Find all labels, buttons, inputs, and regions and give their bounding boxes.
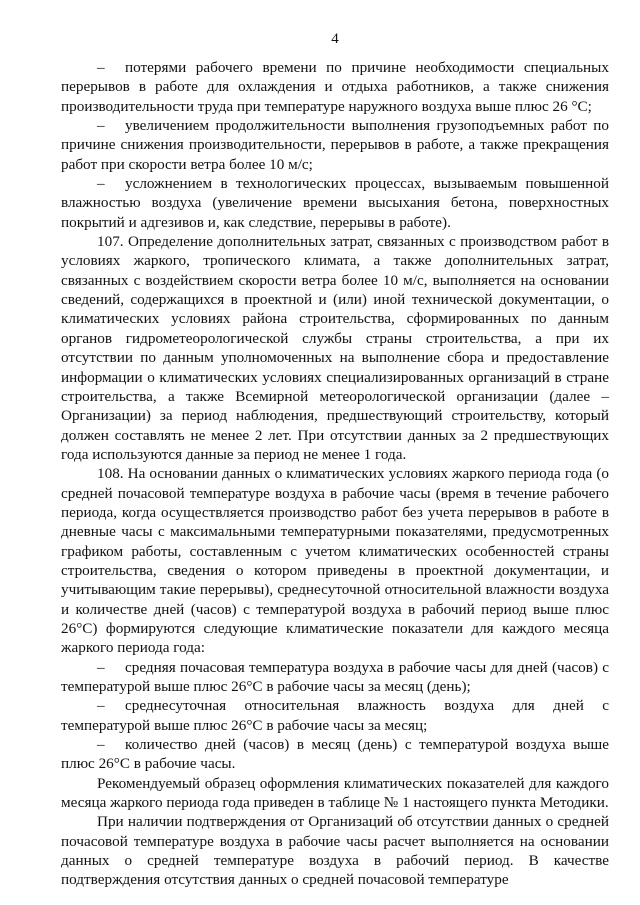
paragraph-107 <box>61 232 609 464</box>
paragraph-text: потерями рабочего времени по причине необходимости специальных перерывов в работе для охлаждения и отдыха работников, а также снижения производительности труда при температуре наружного воздуха выше плюс 26 °С; <box>61 59 609 115</box>
paragraph-text: количество дней (часов) в месяц (день) с температурой воздуха выше плюс 26°С в рабочие часы. <box>61 736 609 773</box>
paragraph-text: усложнением в технологических процессах, вызываемым повышенной влажностью воздуха (увеличение времени высыхания бетона, поверхностных покрытий и адгезивов и, как следствие, перерывы в работе). <box>61 175 609 231</box>
paragraph <box>61 774 609 813</box>
paragraph-text: среднесуточная относительная влажность воздуха для дней с температурой выше плюс 26°С в рабочие часы за месяц; <box>61 697 609 734</box>
dash-marker: – <box>97 736 105 754</box>
paragraph-text: 108. На основании данных о климатических условиях жаркого периода года (о средней почасовой температуре воздуха в рабочие часы (время в течение рабочего периода, когда осуществляется производство работ без учета перерывов в работе в дневные часы с максимальными температурными показателями, предусмотренных графиком работы, составленным с учетом климатических особенностей страны строительства, сведения о котором приведены в проектной документации, и учитывающим такие перерывы), среднесуточной относительной влажности воздуха и количестве дней (часов) с температурой воздуха в рабочий период выше плюс 26°С) формируются следующие климатические показатели для каждого месяца жаркого периода года: <box>61 465 609 657</box>
list-item-dash <box>61 116 609 174</box>
dash-marker: – <box>97 658 105 676</box>
dash-marker: – <box>97 117 105 135</box>
paragraph-text: 107. Определение дополнительных затрат, связанных с производством работ в условиях жаркого, тропического климата, а также дополнительных затрат, связанных с воздействием скорости ветра более 10 м/с, выполняется на основании сведений, содержащихся в проектной и (или) иной технической документации, о климатических условиях района строительства, сформированных по данным органов гидрометеорологической службы страны строительства, а при их отсутствии по данным уполномоченных на выполнение сбора и предоставление информации о климатических условиях специализированных организаций в стране строительства, а также Всемирной метеорологической организации (далее – Организации) за период наблюдения, предшествующий строительству, который должен составлять не менее 2 лет. При отсутствии данных за 2 предшествующих года используются данные за период не менее 1 года. <box>61 233 609 463</box>
paragraph <box>61 812 609 889</box>
paragraph-108 <box>61 464 609 657</box>
paragraph-text: средняя почасовая температура воздуха в рабочие часы для дней (часов) с температурой выше плюс 26°С в рабочие часы за месяц (день); <box>61 658 609 695</box>
list-item-dash <box>61 658 609 697</box>
list-item-dash <box>61 735 609 774</box>
paragraph-text: увеличением продолжительности выполнения грузоподъемных работ по причине снижения производительности, перерывов в работе, а также прекращения работ при скорости ветра более 10 м/с; <box>61 117 609 173</box>
paragraph-text: При наличии подтверждения от Организаций об отсутствии данных о средней почасовой температуре воздуха в рабочие часы расчет выполняется на основании данных о средней температуре воздуха в рабочий период. В качестве подтверждения отсутствия данных о средней почасовой температуре <box>61 813 609 889</box>
list-item-dash <box>61 696 609 735</box>
list-item-dash <box>61 58 609 116</box>
dash-marker: – <box>97 59 105 76</box>
dash-marker: – <box>97 175 105 193</box>
page-number: 4 <box>331 31 339 47</box>
document-body <box>61 58 609 890</box>
dash-marker: – <box>97 697 105 715</box>
paragraph-text: Рекомендуемый образец оформления климатических показателей для каждого месяца жаркого периода года приведен в таблице № 1 настоящего пункта Методики. <box>61 774 609 812</box>
list-item-dash <box>61 174 609 232</box>
